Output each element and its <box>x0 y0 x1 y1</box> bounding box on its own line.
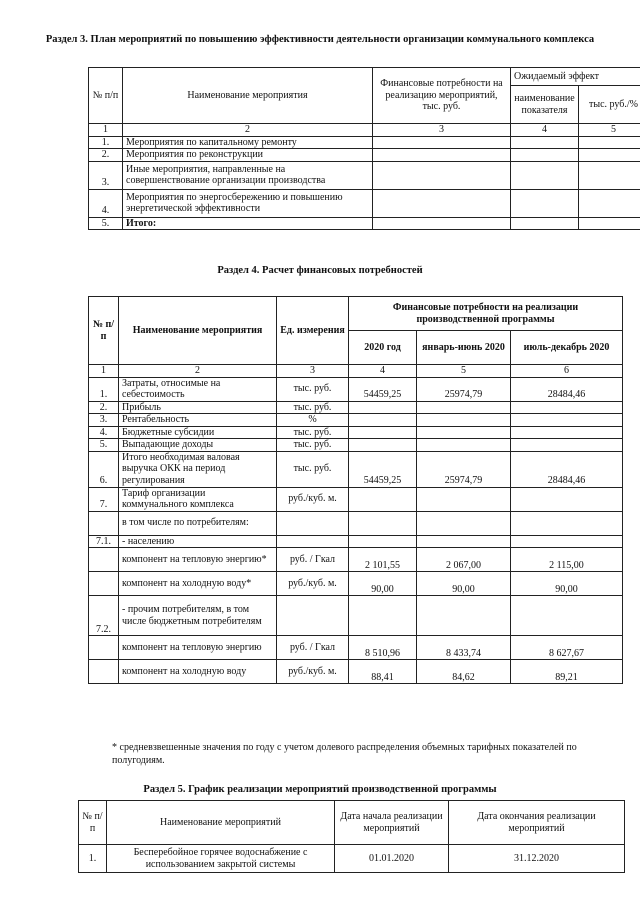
s4-row-name: компонент на холодную воду* <box>119 572 277 596</box>
table-row <box>89 511 623 535</box>
s4-row-h1 <box>417 401 511 414</box>
s4-row-num: 7.2. <box>89 596 119 636</box>
s4-header-h2: июль-декабрь 2020 <box>511 331 623 365</box>
table-row <box>89 487 623 511</box>
s3-header-name: Наименование мероприятия <box>123 68 373 124</box>
s5-row-name: Бесперебойное горячее водоснабжение с использованием закрытой системы <box>107 845 335 873</box>
s5-row-num: 1. <box>79 845 107 873</box>
s4-row-h1: 25974,79 <box>417 377 511 401</box>
s3-col-numbers <box>89 124 640 137</box>
table-row <box>89 548 623 572</box>
table-row <box>89 401 623 414</box>
s4-row-h2: 28484,46 <box>511 451 623 487</box>
section4-footnote <box>112 741 612 767</box>
s4-row-h1 <box>417 414 511 427</box>
s4-row-num: 3. <box>89 414 119 427</box>
s4-row-num: 5. <box>89 439 119 452</box>
s4-row-unit: руб./куб. м. <box>277 572 349 596</box>
table-row <box>89 414 623 427</box>
s4-row-h1 <box>417 535 511 548</box>
s4-row-unit: тыс. руб. <box>277 451 349 487</box>
s4-row-h2: 28484,46 <box>511 377 623 401</box>
table-row <box>89 451 623 487</box>
s4-row-name: Рентабельность <box>119 414 277 427</box>
section4-title-text: Раздел 4. Расчет финансовых потребностей <box>217 265 423 276</box>
s4-header-num: № п/п <box>89 297 119 365</box>
s3-row-name: Мероприятия по реконструкции <box>123 149 373 162</box>
s5-header-name: Наименование мероприятий <box>107 801 335 845</box>
s4-row-num <box>89 636 119 660</box>
s4-row-num: 1. <box>89 377 119 401</box>
s4-colnum: 1 <box>89 365 119 378</box>
s3-row-name: Иные мероприятия, направленные на совершенствование организации производства <box>123 161 373 189</box>
table-row <box>89 596 623 636</box>
s4-row-h2 <box>511 426 623 439</box>
s4-row-name: - населению <box>119 535 277 548</box>
s4-colnum: 4 <box>349 365 417 378</box>
s4-row-num: 6. <box>89 451 119 487</box>
s3-row-total: Итого: <box>123 217 373 230</box>
s4-row-h2 <box>511 401 623 414</box>
s4-row-h1: 2 067,00 <box>417 548 511 572</box>
table-row <box>89 439 623 452</box>
s3-row-num: 5. <box>89 217 123 230</box>
s4-row-2020 <box>349 414 417 427</box>
s4-row-unit: тыс. руб. <box>277 377 349 401</box>
section5-table <box>78 800 625 873</box>
s4-row-h1 <box>417 439 511 452</box>
s4-row-2020: 8 510,96 <box>349 636 417 660</box>
s4-row-h1: 84,62 <box>417 660 511 684</box>
table-row <box>89 660 623 684</box>
s4-row-unit: % <box>277 414 349 427</box>
s4-row-name: в том числе по потребителям: <box>119 511 277 535</box>
s4-row-h1: 25974,79 <box>417 451 511 487</box>
s4-row-unit: руб. / Гкал <box>277 548 349 572</box>
s4-row-unit <box>277 511 349 535</box>
s3-row-num: 3. <box>89 161 123 189</box>
s4-colnum: 5 <box>417 365 511 378</box>
s3-row-name: Мероприятия по энергосбережению и повышению энергетической эффективности <box>123 189 373 217</box>
table-row <box>79 845 625 873</box>
s4-colnum: 3 <box>277 365 349 378</box>
table-row <box>89 572 623 596</box>
s4-colnum: 6 <box>511 365 623 378</box>
s4-row-2020: 54459,25 <box>349 377 417 401</box>
s4-colnum: 2 <box>119 365 277 378</box>
s3-row-name: Мероприятия по капитальному ремонту <box>123 136 373 149</box>
s4-row-unit: руб./куб. м. <box>277 487 349 511</box>
s5-header-num: № п/п <box>79 801 107 845</box>
s4-row-num <box>89 548 119 572</box>
s3-header-num: № п/п <box>89 68 123 124</box>
table-row <box>89 136 640 149</box>
s4-row-name: Тариф организации коммунального комплекса <box>119 487 277 511</box>
table-row <box>89 636 623 660</box>
s4-row-h2 <box>511 414 623 427</box>
s3-colnum: 2 <box>123 124 373 137</box>
s4-row-h1 <box>417 426 511 439</box>
s4-row-h2 <box>511 535 623 548</box>
s4-row-num: 2. <box>89 401 119 414</box>
s3-row-num: 1. <box>89 136 123 149</box>
s4-row-2020 <box>349 511 417 535</box>
s3-colnum: 4 <box>511 124 579 137</box>
s4-row-name: компонент на холодную воду <box>119 660 277 684</box>
s4-row-h2: 90,00 <box>511 572 623 596</box>
s4-row-h1 <box>417 511 511 535</box>
s4-row-2020 <box>349 439 417 452</box>
s4-header-h1: январь-июнь 2020 <box>417 331 511 365</box>
s4-row-num <box>89 572 119 596</box>
s4-row-unit: тыс. руб. <box>277 401 349 414</box>
table-row <box>89 426 623 439</box>
s4-row-h2 <box>511 511 623 535</box>
s4-row-2020 <box>349 401 417 414</box>
s4-row-name: Затраты, относимые на себестоимость <box>119 377 277 401</box>
table-row <box>89 189 640 217</box>
s4-row-h2: 8 627,67 <box>511 636 623 660</box>
s4-row-h1 <box>417 596 511 636</box>
s3-header-indicator: наименование показателя <box>511 86 579 124</box>
s3-row-num: 2. <box>89 149 123 162</box>
s3-colnum: 1 <box>89 124 123 137</box>
section5-title <box>0 783 640 796</box>
section3-title-text: Раздел 3. План мероприятий по повышению эффективности деятельности организации коммунального комплекса <box>45 34 595 45</box>
s4-row-h2 <box>511 439 623 452</box>
s4-row-2020 <box>349 426 417 439</box>
s4-row-2020: 54459,25 <box>349 451 417 487</box>
s4-header-2020: 2020 год <box>349 331 417 365</box>
s4-row-num: 7.1. <box>89 535 119 548</box>
s4-row-name: компонент на тепловую энергию* <box>119 548 277 572</box>
s4-row-unit: руб./куб. м. <box>277 660 349 684</box>
s4-row-2020: 88,41 <box>349 660 417 684</box>
s4-row-unit: руб. / Гкал <box>277 636 349 660</box>
s3-colnum: 3 <box>373 124 511 137</box>
s4-row-num <box>89 511 119 535</box>
s4-header-unit: Ед. измерения <box>277 297 349 365</box>
s4-row-h1: 90,00 <box>417 572 511 596</box>
s4-row-2020: 90,00 <box>349 572 417 596</box>
section5-title-text: Раздел 5. График реализации мероприятий производственной программы <box>143 784 497 795</box>
s4-col-numbers <box>89 365 623 378</box>
table-row <box>89 377 623 401</box>
s3-header-rub: тыс. руб./% <box>579 86 640 124</box>
s4-row-num: 7. <box>89 487 119 511</box>
s4-row-name: - прочим потребителям, в том числе бюджетным потребителям <box>119 596 277 636</box>
s4-row-name: Прибыль <box>119 401 277 414</box>
section4-footnote-text: * средневзвешенные значения по году с учетом долевого распределения объемных тарифных показателей по полугодиям. <box>112 742 577 766</box>
s4-row-h2 <box>511 596 623 636</box>
s5-row-end: 31.12.2020 <box>449 845 625 873</box>
s3-header-finance: Финансовые потребности на реализацию мероприятий, тыс. руб. <box>373 68 511 124</box>
s4-row-h2 <box>511 487 623 511</box>
s4-row-2020 <box>349 535 417 548</box>
s5-row-start: 01.01.2020 <box>335 845 449 873</box>
s4-row-name: компонент на тепловую энергию <box>119 636 277 660</box>
s4-row-2020 <box>349 487 417 511</box>
s4-header-name: Наименование мероприятия <box>119 297 277 365</box>
table-row <box>89 149 640 162</box>
table-row <box>89 535 623 548</box>
s3-colnum: 5 <box>579 124 640 137</box>
s4-row-h2: 2 115,00 <box>511 548 623 572</box>
table-row <box>89 161 640 189</box>
s4-row-h1 <box>417 487 511 511</box>
s4-row-name: Бюджетные субсидии <box>119 426 277 439</box>
s4-row-name: Итого необходимая валовая выручка ОКК на период регулирования <box>119 451 277 487</box>
s3-header-effect: Ожидаемый эффект <box>511 68 640 86</box>
s4-row-num: 4. <box>89 426 119 439</box>
s4-row-unit: тыс. руб. <box>277 439 349 452</box>
s4-row-name: Выпадающие доходы <box>119 439 277 452</box>
section3-title <box>0 33 640 46</box>
s4-row-unit <box>277 596 349 636</box>
s3-row-num: 4. <box>89 189 123 217</box>
s4-row-2020 <box>349 596 417 636</box>
s4-row-2020: 2 101,55 <box>349 548 417 572</box>
s5-header-start: Дата начала реализации мероприятий <box>335 801 449 845</box>
section4-title <box>0 264 640 277</box>
s4-row-unit <box>277 535 349 548</box>
s5-header-end: Дата окончания реализации мероприятий <box>449 801 625 845</box>
section4-table <box>88 296 623 684</box>
table-row <box>89 217 640 230</box>
s4-row-h1: 8 433,74 <box>417 636 511 660</box>
s4-header-finance: Финансовые потребности на реализации производственной программы <box>349 297 623 331</box>
s4-row-unit: тыс. руб. <box>277 426 349 439</box>
section3-table <box>88 67 640 230</box>
s4-row-h2: 89,21 <box>511 660 623 684</box>
s4-row-num <box>89 660 119 684</box>
